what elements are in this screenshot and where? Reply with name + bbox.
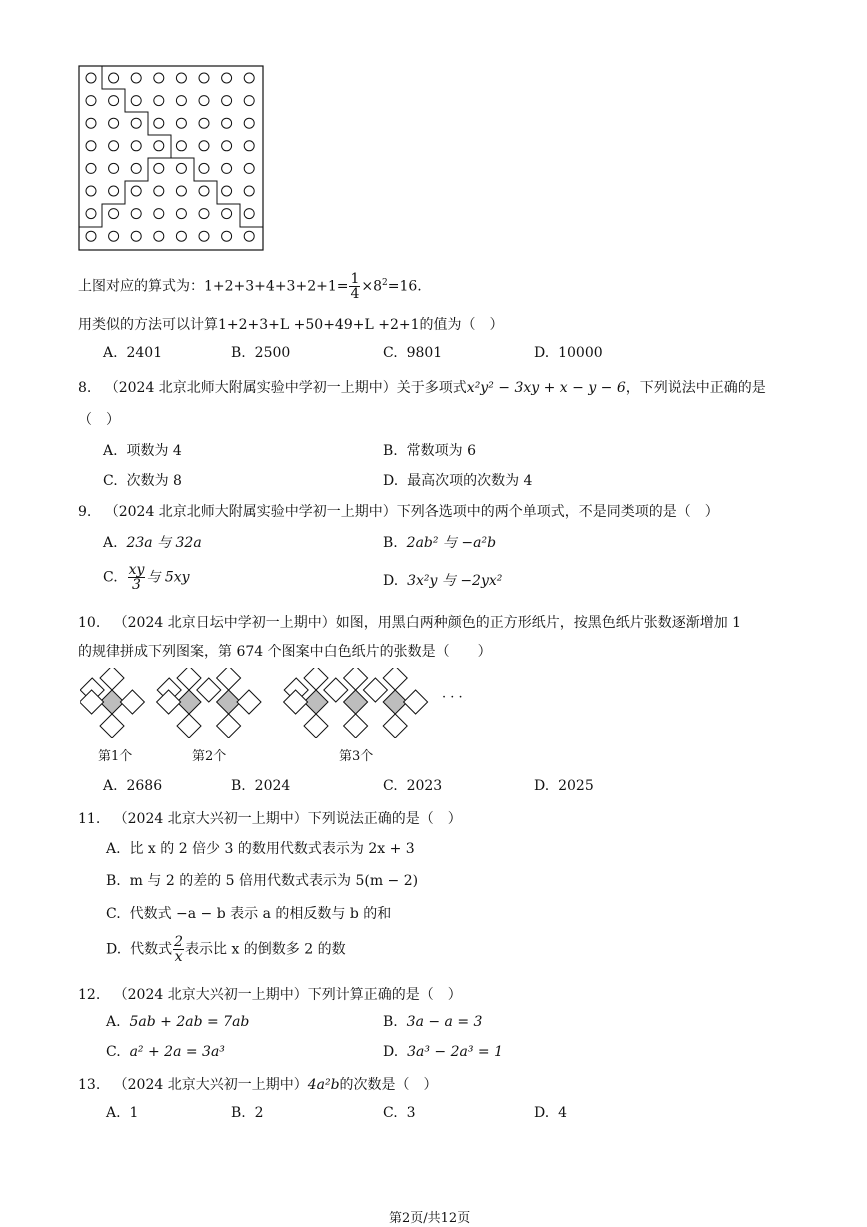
grid-dot (86, 141, 96, 151)
white-tile (177, 668, 201, 690)
q9-option-a[interactable]: A. 23a 与 32a (103, 535, 202, 551)
q13-option-c[interactable]: C. 3 (383, 1105, 416, 1121)
q8-option-b[interactable]: B. 常数项为 6 (383, 443, 477, 459)
grid-dot (199, 231, 209, 241)
grid-dot (154, 231, 164, 241)
q8-source: （2024 北京北师大附属实验中学初一上期中） (104, 380, 397, 396)
q10-number: 10. (78, 615, 101, 631)
grid-dot (109, 118, 119, 128)
white-tile (304, 668, 328, 690)
q10-option-b[interactable]: B. 2024 (231, 778, 291, 794)
q7-option-a[interactable]: A. 2401 (103, 345, 163, 361)
grid-dot (86, 163, 96, 173)
grid-dot (154, 163, 164, 173)
white-tile (344, 714, 368, 738)
formula-exponent: 2 (382, 277, 388, 288)
grid-dot (109, 209, 119, 219)
q9-number: 9. (78, 504, 92, 520)
q13-text: 的次数是（ ） (339, 1077, 438, 1093)
q7-option-b[interactable]: B. 2500 (231, 345, 291, 361)
grid-dot (86, 118, 96, 128)
white-tile (177, 714, 201, 738)
q12-stem (78, 984, 462, 1004)
q13-expr: 4a²b (307, 1077, 340, 1093)
grid-dot (131, 231, 141, 241)
q8-option-a[interactable]: A. 项数为 4 (103, 443, 182, 459)
q10-option-d[interactable]: D. 2025 (534, 778, 594, 794)
grid-dot (154, 141, 164, 151)
q10-source: （2024 北京日坛中学初一上期中） (113, 615, 336, 631)
q9-text: 下列各选项中的两个单项式，不是同类项的是（ ） (396, 504, 719, 520)
grid-dot (86, 231, 96, 241)
q11-text: 下列说法正确的是（ ） (307, 811, 462, 827)
grid-dot (176, 163, 186, 173)
grid-dot (176, 141, 186, 151)
white-tile (100, 668, 124, 690)
q9-option-c[interactable]: C. $\frac{xy}{3}$ 与 5xy (103, 562, 190, 593)
grid-dot (222, 231, 232, 241)
q9-option-b[interactable]: B. 2ab² 与 −a²b (383, 535, 497, 551)
grid-dot (131, 73, 141, 83)
grid-dot (199, 118, 209, 128)
q13-option-a[interactable]: A. 1 (106, 1105, 139, 1121)
grid-dot (86, 73, 96, 83)
white-tile (237, 690, 261, 714)
black-tile (344, 690, 368, 714)
formula-fraction (349, 272, 360, 301)
grid-dot (176, 209, 186, 219)
grid-dot (131, 118, 141, 128)
q13-option-b[interactable]: B. 2 (231, 1105, 264, 1121)
grid-dot (244, 118, 254, 128)
q13-option-d[interactable]: D. 4 (534, 1105, 568, 1121)
q10-text: 如图，用黑白两种颜色的正方形纸片，按黑色纸片张数逐渐增加 1 (335, 615, 742, 631)
grid-dot (199, 209, 209, 219)
grid-dot (131, 96, 141, 106)
q11-option-b[interactable]: B. m 与 2 的差的 5 倍用代数式表示为 5(m − 2) (106, 873, 419, 889)
grid-dot (222, 186, 232, 196)
page-number: 第2页/共12页 (389, 1211, 471, 1226)
grid-dot (154, 96, 164, 106)
q11d-fraction: $\frac{2}{x}$ (174, 934, 184, 965)
grid-dot (176, 186, 186, 196)
grid-dot (222, 141, 232, 151)
q9-source: （2024 北京北师大附属实验中学初一上期中） (104, 504, 397, 520)
q10-label-2: 第2个 (192, 749, 227, 764)
q8-text-before: 关于多项式 (396, 380, 467, 396)
grid-dot (176, 73, 186, 83)
q11-stem (78, 808, 462, 828)
q7-option-c[interactable]: C. 9801 (383, 345, 443, 361)
white-tile (197, 678, 221, 702)
grid-dot (109, 231, 119, 241)
q12-option-a[interactable]: A. 5ab + 2ab = 7ab (106, 1014, 250, 1030)
formula-line (78, 272, 422, 301)
fraction-denominator: 4 (350, 286, 360, 302)
q10-label-1: 第1个 (98, 749, 133, 764)
q10-option-a[interactable]: A. 2686 (103, 778, 163, 794)
grid-dot (109, 73, 119, 83)
white-tile (217, 668, 241, 690)
white-tile (217, 714, 241, 738)
grid-dot (199, 141, 209, 151)
q8-text-after: ，下列说法中正确的是 (625, 380, 766, 396)
grid-dot (244, 73, 254, 83)
q7-question: 用类似的方法可以计算1+2+3+L +50+49+L +2+1的值为（ ） (78, 317, 504, 333)
grid-dot (222, 96, 232, 106)
grid-dot (244, 209, 254, 219)
grid-dot (222, 163, 232, 173)
q12-option-d[interactable]: D. 3a³ − 2a³ = 1 (383, 1044, 503, 1060)
grid-dot (222, 73, 232, 83)
grid-dot (154, 209, 164, 219)
q12-option-c[interactable]: C. a² + 2a = 3a³ (106, 1044, 225, 1060)
white-tile (100, 714, 124, 738)
grid-dot (176, 96, 186, 106)
fraction-numerator: 1 (350, 271, 360, 287)
grid-dot (131, 163, 141, 173)
q8-option-d[interactable]: D. 最高次项的次数为 4 (383, 473, 533, 489)
grid-dot (199, 163, 209, 173)
q11-number: 11. (78, 811, 101, 827)
q10-stem (78, 612, 741, 632)
q8-paren: （ ） (78, 412, 120, 428)
white-tile (324, 678, 348, 702)
grid-dot (176, 231, 186, 241)
white-tile (363, 678, 387, 702)
grid-dot (244, 231, 254, 241)
grid-dot (244, 186, 254, 196)
q9-option-d[interactable]: D. 3x²y 与 −2yx² (383, 573, 503, 589)
grid-dot (154, 73, 164, 83)
grid-dot (109, 163, 119, 173)
grid-dot (244, 96, 254, 106)
formula-suffix: ×8 (361, 278, 383, 295)
q13-number: 13. (78, 1077, 101, 1093)
grid-dot (199, 186, 209, 196)
grid-dot (199, 96, 209, 106)
q13-stem (78, 1074, 438, 1094)
grid-dot (222, 118, 232, 128)
q10-ellipsis: · · · (442, 690, 463, 705)
q11-option-c[interactable]: C. 代数式 −a − b 表示 a 的相反数与 b 的和 (106, 906, 392, 922)
white-tile (383, 668, 407, 690)
q12-number: 12. (78, 987, 101, 1003)
q8-number: 8. (78, 380, 92, 396)
grid-dot (86, 96, 96, 106)
grid-dot (176, 118, 186, 128)
white-tile (383, 714, 407, 738)
q12-option-b[interactable]: B. 3a − a = 3 (383, 1014, 483, 1030)
q10-option-c[interactable]: C. 2023 (383, 778, 443, 794)
q8-stem (78, 377, 766, 397)
grid-dot (244, 163, 254, 173)
q9c-fraction: $\frac{xy}{3}$ (128, 562, 145, 593)
grid-dot (222, 209, 232, 219)
q11-source: （2024 北京大兴初一上期中） (113, 811, 308, 827)
q13-source: （2024 北京大兴初一上期中） (113, 1077, 308, 1093)
white-tile (344, 668, 368, 690)
grid-dot (109, 141, 119, 151)
q12-text: 下列计算正确的是（ ） (307, 987, 462, 1003)
q12-source: （2024 北京大兴初一上期中） (113, 987, 308, 1003)
q11-option-d[interactable]: D. 代数式 $\frac{2}{x}$ 表示比 x 的倒数多 2 的数 (106, 934, 346, 965)
grid-dot (86, 209, 96, 219)
grid-dot (154, 118, 164, 128)
grid-dot (86, 186, 96, 196)
formula-end: =16. (387, 278, 422, 295)
grid-dot (109, 96, 119, 106)
q11-option-a[interactable]: A. 比 x 的 2 倍少 3 的数用代数式表示为 2x + 3 (106, 841, 415, 857)
grid-dot (244, 141, 254, 151)
formula-prefix: 上图对应的算式为：1+2+3+4+3+2+1= (78, 278, 349, 295)
grid-dot (154, 186, 164, 196)
grid-dot (131, 186, 141, 196)
q8-option-c[interactable]: C. 次数为 8 (103, 473, 182, 489)
grid-dot (199, 73, 209, 83)
white-tile (120, 690, 144, 714)
white-tile (304, 714, 328, 738)
grid-dot (131, 141, 141, 151)
q9-stem (78, 501, 719, 521)
grid-dot (109, 186, 119, 196)
white-tile (404, 690, 428, 714)
grid-dot (131, 209, 141, 219)
q7-option-d[interactable]: D. 10000 (534, 345, 603, 361)
dot-grid-figure (78, 65, 266, 253)
q8-polynomial: x²y² − 3xy + x − y − 6 (466, 380, 626, 396)
q10-label-3: 第3个 (339, 749, 374, 764)
q10-pattern-figure (80, 668, 470, 738)
q10-text2: 的规律拼成下列图案，第 674 个图案中白色纸片的张数是（ ） (78, 644, 492, 660)
